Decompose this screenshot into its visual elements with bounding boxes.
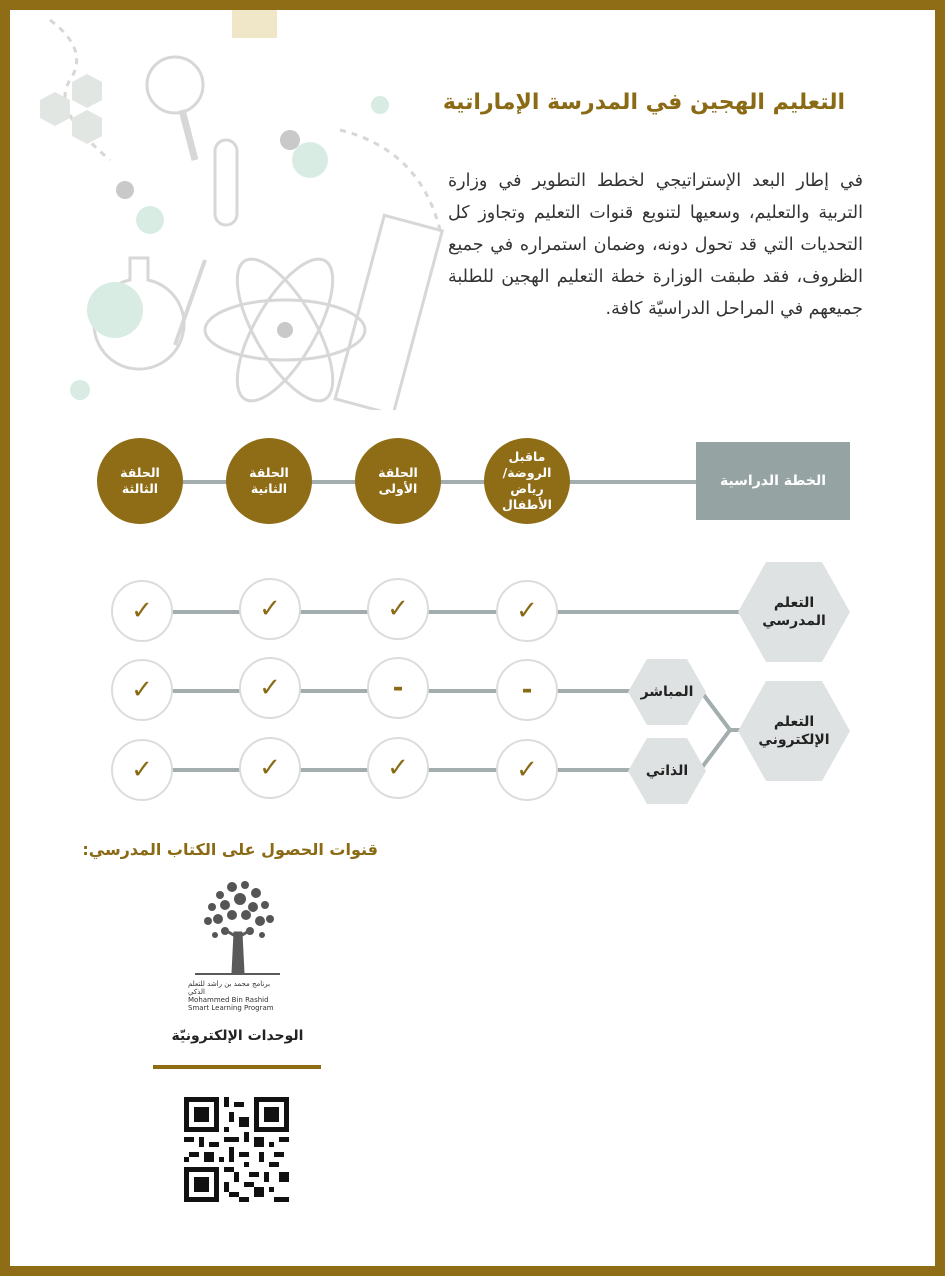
science-illustration bbox=[10, 10, 460, 410]
self-cycle3-mark: ✓ bbox=[111, 739, 173, 801]
school-learning-line1: التعلم bbox=[773, 595, 815, 611]
stage-kg-line1: ماقبل bbox=[508, 449, 546, 464]
e-units-label: الوحدات الإلكترونيّة bbox=[171, 1028, 304, 1044]
self-cycle2-mark: ✓ bbox=[239, 737, 301, 799]
direct-cycle1-mark: - bbox=[367, 657, 429, 719]
stage-cycle-1: الحلقة الأولى bbox=[355, 438, 441, 524]
elearning-line1: التعلم bbox=[773, 714, 815, 730]
school-cycle3-mark: ✓ bbox=[111, 580, 173, 642]
mbr-logo bbox=[190, 875, 285, 980]
stage-cycle-3: الحلقة الثالثة bbox=[97, 438, 183, 524]
direct-cycle3-mark: ✓ bbox=[111, 659, 173, 721]
school-learning-line2: المدرسي bbox=[762, 613, 826, 629]
direct-cycle2-mark: ✓ bbox=[239, 657, 301, 719]
direct-kg-mark: - bbox=[496, 659, 558, 721]
school-cycle1-mark: ✓ bbox=[367, 578, 429, 640]
mbr-english-line2: Smart Learning Program bbox=[188, 1004, 274, 1012]
page-title: التعليم الهجين في المدرسة الإماراتية bbox=[442, 90, 845, 115]
stage-kg-line2: الروضة/ bbox=[502, 465, 552, 480]
row-line-school bbox=[140, 610, 750, 614]
school-kg-mark: ✓ bbox=[496, 580, 558, 642]
elearning-label bbox=[738, 681, 850, 781]
self-kg-mark: ✓ bbox=[496, 739, 558, 801]
qr-code[interactable] bbox=[184, 1097, 289, 1202]
study-plan-box: الخطة الدراسية bbox=[696, 442, 850, 520]
elearning-line2: الإلكتروني bbox=[758, 732, 830, 748]
self-label: الذاتي bbox=[645, 763, 689, 779]
gold-divider bbox=[153, 1065, 321, 1069]
stage-kg-line3: رياض الأطفال bbox=[502, 481, 552, 512]
direct-label: المباشر bbox=[640, 684, 694, 700]
self-cycle1-mark: ✓ bbox=[367, 737, 429, 799]
stage-cycle-2: الحلقة الثانية bbox=[226, 438, 312, 524]
school-learning-label bbox=[738, 562, 850, 662]
textbook-channels-heading: قنوات الحصول على الكتاب المدرسي: bbox=[82, 840, 378, 859]
mbr-english-line1: Mohammed Bin Rashid bbox=[188, 996, 269, 1004]
mbr-arabic-name: برنامج محمد بن راشد للتعلم الذكي bbox=[188, 980, 271, 996]
intro-paragraph: في إطار البعد الإستراتيجي لخطط التطوير في وزارة التربية والتعليم، وسعيها لتنويع قنوات التعليم وتجاوز كل التحديات التي قد تحول دونه، وضمان استمراره في جميع الظروف، فقد طبقت الوزارة خطة التعليم الهجين للطلبة جميعهم في المراحل الدراسيّة كافة. bbox=[448, 171, 863, 319]
school-cycle2-mark: ✓ bbox=[239, 578, 301, 640]
mbr-logo-text bbox=[188, 980, 288, 1012]
stage-kg bbox=[484, 438, 570, 524]
